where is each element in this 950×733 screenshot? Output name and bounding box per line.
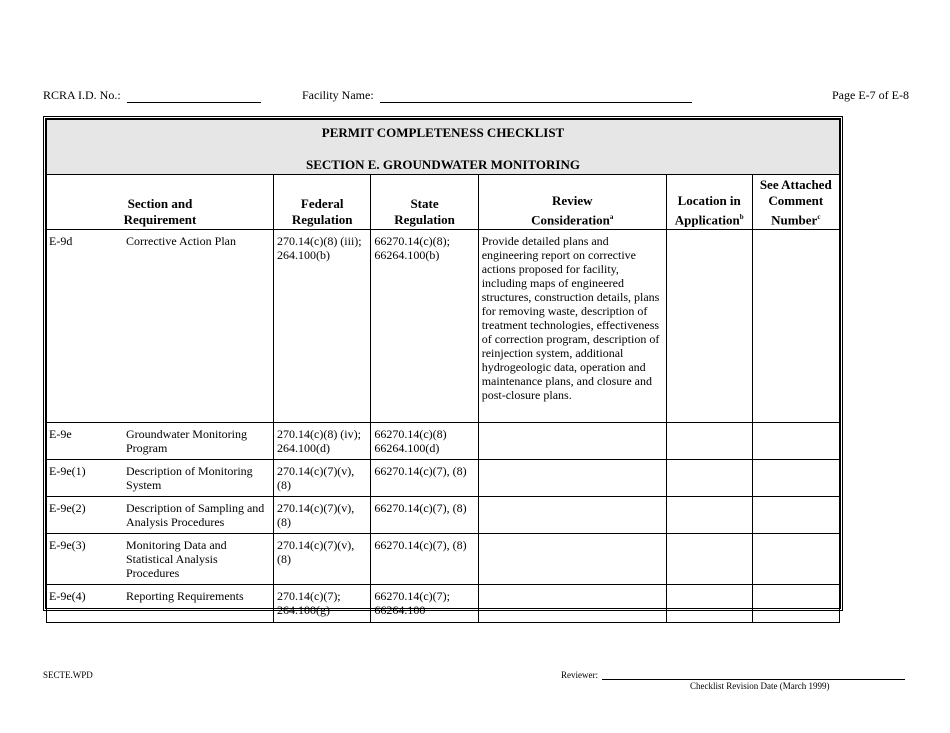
row-location-cell xyxy=(666,230,752,423)
row-review xyxy=(478,585,666,623)
row-review xyxy=(478,534,666,585)
rcra-id-field xyxy=(43,88,261,103)
reviewer-label: Reviewer: xyxy=(561,670,598,680)
row-review: Provide detailed plans and engineering report on corrective actions proposed for facility, including maps of engineered structures, construction details, plans for removing waste, description of treatment technologies, effectiveness of correction program, description of reinjection system, additional hydrogeologic data, operation and maintenance plans, and closure and post-closure plans. xyxy=(478,230,666,423)
col-section-requirement: Section and Requirement xyxy=(47,175,274,230)
row-federal: 270.14(c)(7)(v), (8) xyxy=(274,460,371,497)
col-review-consideration: Review Consideration$^a$ xyxy=(478,175,666,230)
facility-name-blank xyxy=(380,91,692,103)
table-row xyxy=(47,585,840,623)
col-federal-regulation: Federal Regulation xyxy=(274,175,371,230)
row-id: E-9e(4) xyxy=(49,589,86,603)
row-comment-cell xyxy=(752,497,839,534)
table-row xyxy=(47,460,840,497)
row-requirement: Description of Monitoring System xyxy=(126,464,253,492)
row-comment-cell xyxy=(752,423,839,460)
checklist-title-block xyxy=(47,120,840,175)
table-row xyxy=(47,534,840,585)
row-requirement: Groundwater Monitoring Program xyxy=(126,427,247,455)
row-state: 66270.14(c)(7), (8) xyxy=(371,497,478,534)
row-id: E-9e(1) xyxy=(49,464,86,478)
col-location-application: Location in Application$^b$ xyxy=(666,175,752,230)
row-federal: 270.14(c)(8) (iii); 264.100(b) xyxy=(274,230,371,423)
row-state: 66270.14(c)(7), (8) xyxy=(371,460,478,497)
section-title: SECTION E. GROUNDWATER MONITORING xyxy=(305,157,580,172)
row-federal: 270.14(c)(8) (iv); 264.100(d) xyxy=(274,423,371,460)
row-location-cell xyxy=(666,423,752,460)
row-location-cell xyxy=(666,497,752,534)
file-name: SECTE.WPD xyxy=(43,670,93,680)
row-state: 66270.14(c)(7); 66264.100 xyxy=(371,585,478,623)
rcra-id-blank xyxy=(127,91,261,103)
checklist-title: PERMIT COMPLETENESS CHECKLIST xyxy=(321,125,565,140)
table-row xyxy=(47,230,840,423)
facility-name-label: Facility Name: xyxy=(302,88,374,102)
row-review xyxy=(478,497,666,534)
revision-date: Checklist Revision Date (March 1999) xyxy=(690,681,830,691)
row-state: 66270.14(c)(7), (8) xyxy=(371,534,478,585)
row-federal: 270.14(c)(7); 264.100(g) xyxy=(274,585,371,623)
row-state: 66270.14(c)(8); 66264.100(b) xyxy=(371,230,478,423)
reviewer-blank xyxy=(602,671,905,680)
row-id: E-9d xyxy=(49,234,73,248)
row-location-cell xyxy=(666,534,752,585)
table-row xyxy=(47,497,840,534)
col-comment-number: See Attached Comment Number$^c$ xyxy=(752,175,839,230)
checklist-table xyxy=(46,119,840,623)
page-number: Page E-7 of E-8 xyxy=(832,88,909,102)
row-state: 66270.14(c)(8) 66264.100(d) xyxy=(371,423,478,460)
row-id: E-9e(3) xyxy=(49,538,86,552)
row-comment-cell xyxy=(752,534,839,585)
facility-name-field xyxy=(302,88,692,103)
row-requirement: Corrective Action Plan xyxy=(126,234,236,248)
row-id: E-9e(2) xyxy=(49,501,86,515)
row-requirement: Monitoring Data and Statistical Analysis Procedures xyxy=(126,538,227,580)
table-row xyxy=(47,423,840,460)
row-review xyxy=(478,423,666,460)
row-location-cell xyxy=(666,585,752,623)
row-review xyxy=(478,460,666,497)
col-state-regulation: State Regulation xyxy=(371,175,478,230)
row-id: E-9e xyxy=(49,427,72,441)
row-location-cell xyxy=(666,460,752,497)
row-requirement: Reporting Requirements xyxy=(126,589,244,603)
row-federal: 270.14(c)(7)(v), (8) xyxy=(274,497,371,534)
reviewer-field xyxy=(561,670,905,680)
row-comment-cell xyxy=(752,585,839,623)
row-comment-cell xyxy=(752,460,839,497)
row-comment-cell xyxy=(752,230,839,423)
rcra-id-label: RCRA I.D. No.: xyxy=(43,88,121,102)
row-federal: 270.14(c)(7)(v), (8) xyxy=(274,534,371,585)
row-requirement: Description of Sampling and Analysis Procedures xyxy=(126,501,265,529)
